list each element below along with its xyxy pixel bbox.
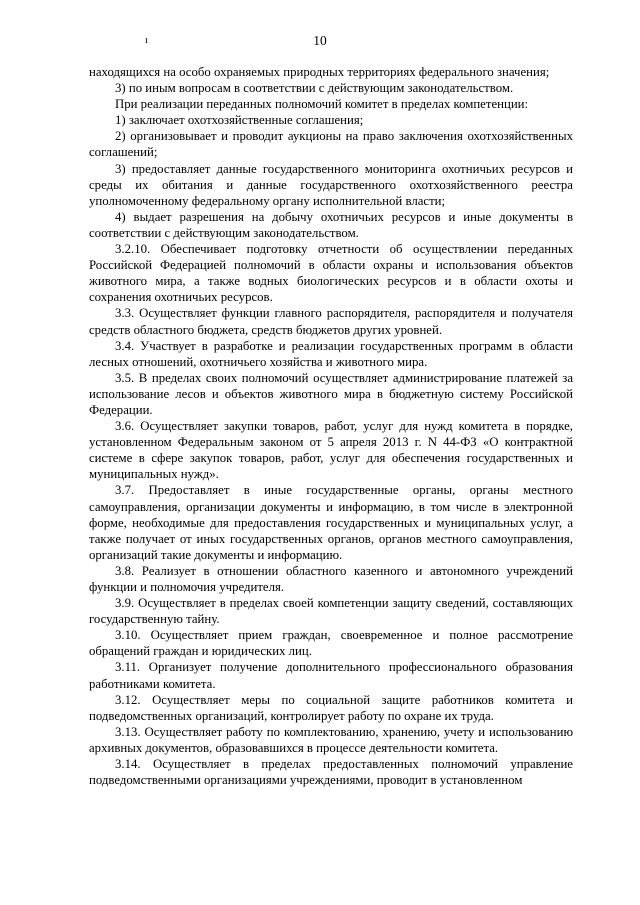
page-number: 10 xyxy=(313,33,327,48)
paragraph: 3.2.10. Обеспечивает подготовку отчетности об осуществлении переданных Российской Федерацией полномочий в области охраны и использования объектов животного мира, а также водных биологических ресурсов и в области охоты и сохранения охотничьих ресурсов. xyxy=(89,242,573,305)
paragraph: 2) организовывает и проводит аукционы на право заключения охотхозяйственных соглашений; xyxy=(89,129,573,160)
paragraph: 3) по иным вопросам в соответствии с действующим законодательством. xyxy=(115,81,514,96)
paragraph: 3.14. Осуществляет в пределах предоставленных полномочий управление подведомственными организациями учреждениями, проводит в установленном xyxy=(89,757,573,788)
paragraph: находящихся на особо охраняемых природных территориях федерального значения; xyxy=(89,65,550,79)
paragraph: 3.3. Осуществляет функции главного распорядителя, распорядителя и получателя средств областного бюджета, средств бюджетов других уровней. xyxy=(89,306,573,337)
paragraph: 4) выдает разрешения на добычу охотничьих ресурсов и иные документы в соответствии с действующим законодательством. xyxy=(89,209,573,240)
paragraph: 3.5. В пределах своих полномочий осуществляет администрирование платежей за использование лесов и объектов животного мира в бюджетную систему Российской Федерации. xyxy=(89,370,573,417)
paragraph: 3) предоставляет данные государственного мониторинга охотничьих ресурсов и среды их обитания и данные государственного охотхозяйственного реестра уполномоченному федеральному органу исполнительной власти; xyxy=(89,161,573,208)
document-body xyxy=(89,64,573,788)
paragraph: 1) заключает охотхозяйственные соглашения; xyxy=(115,113,364,128)
paragraph: 3.7. Предоставляет в иные государственные органы, органы местного самоуправления, организации документы и информацию, в том числе в электронной форме, необходимые для предоставления государственных и муниципальных услуг, а также получает от иных государственных органов, органов местного самоуправления, организаций такие документы и информацию. xyxy=(89,483,573,562)
paragraph: 3.13. Осуществляет работу по комплектованию, хранению, учету и использованию архивных документов, образовавшихся в процессе деятельности комитета. xyxy=(89,724,573,755)
paragraph: 3.4. Участвует в разработке и реализации государственных программ в области лесных отношений, охотничьего хозяйства и животного мира. xyxy=(89,338,573,369)
paragraph: 3.6. Осуществляет закупки товаров, работ, услуг для нужд комитета в порядке, установленном Федеральным законом от 5 апреля 2013 г. N 44-ФЗ «О контрактной системе в сфере закупок товаров, работ, услуг для обеспечения государственных и муниципальных нужд». xyxy=(89,419,573,482)
paragraph: 3.9. Осуществляет в пределах своей компетенции защиту сведений, составляющих государственную тайну. xyxy=(89,596,573,627)
paragraph: При реализации переданных полномочий комитет в пределах компетенции: xyxy=(115,97,529,112)
paragraph: 3.8. Реализует в отношении областного казенного и автономного учреждений функции и полномочия учредителя. xyxy=(89,563,573,594)
paragraph: 3.12. Осуществляет меры по социальной защите работников комитета и подведомственных организаций, контролирует работу по охране их труда. xyxy=(89,692,573,723)
stray-mark: ı xyxy=(145,35,148,46)
paragraph: 3.10. Осуществляет прием граждан, своевременное и полное рассмотрение обращений граждан и юридических лиц. xyxy=(89,628,573,659)
paragraph: 3.11. Организует получение дополнительного профессионального образования работниками комитета. xyxy=(89,660,573,691)
